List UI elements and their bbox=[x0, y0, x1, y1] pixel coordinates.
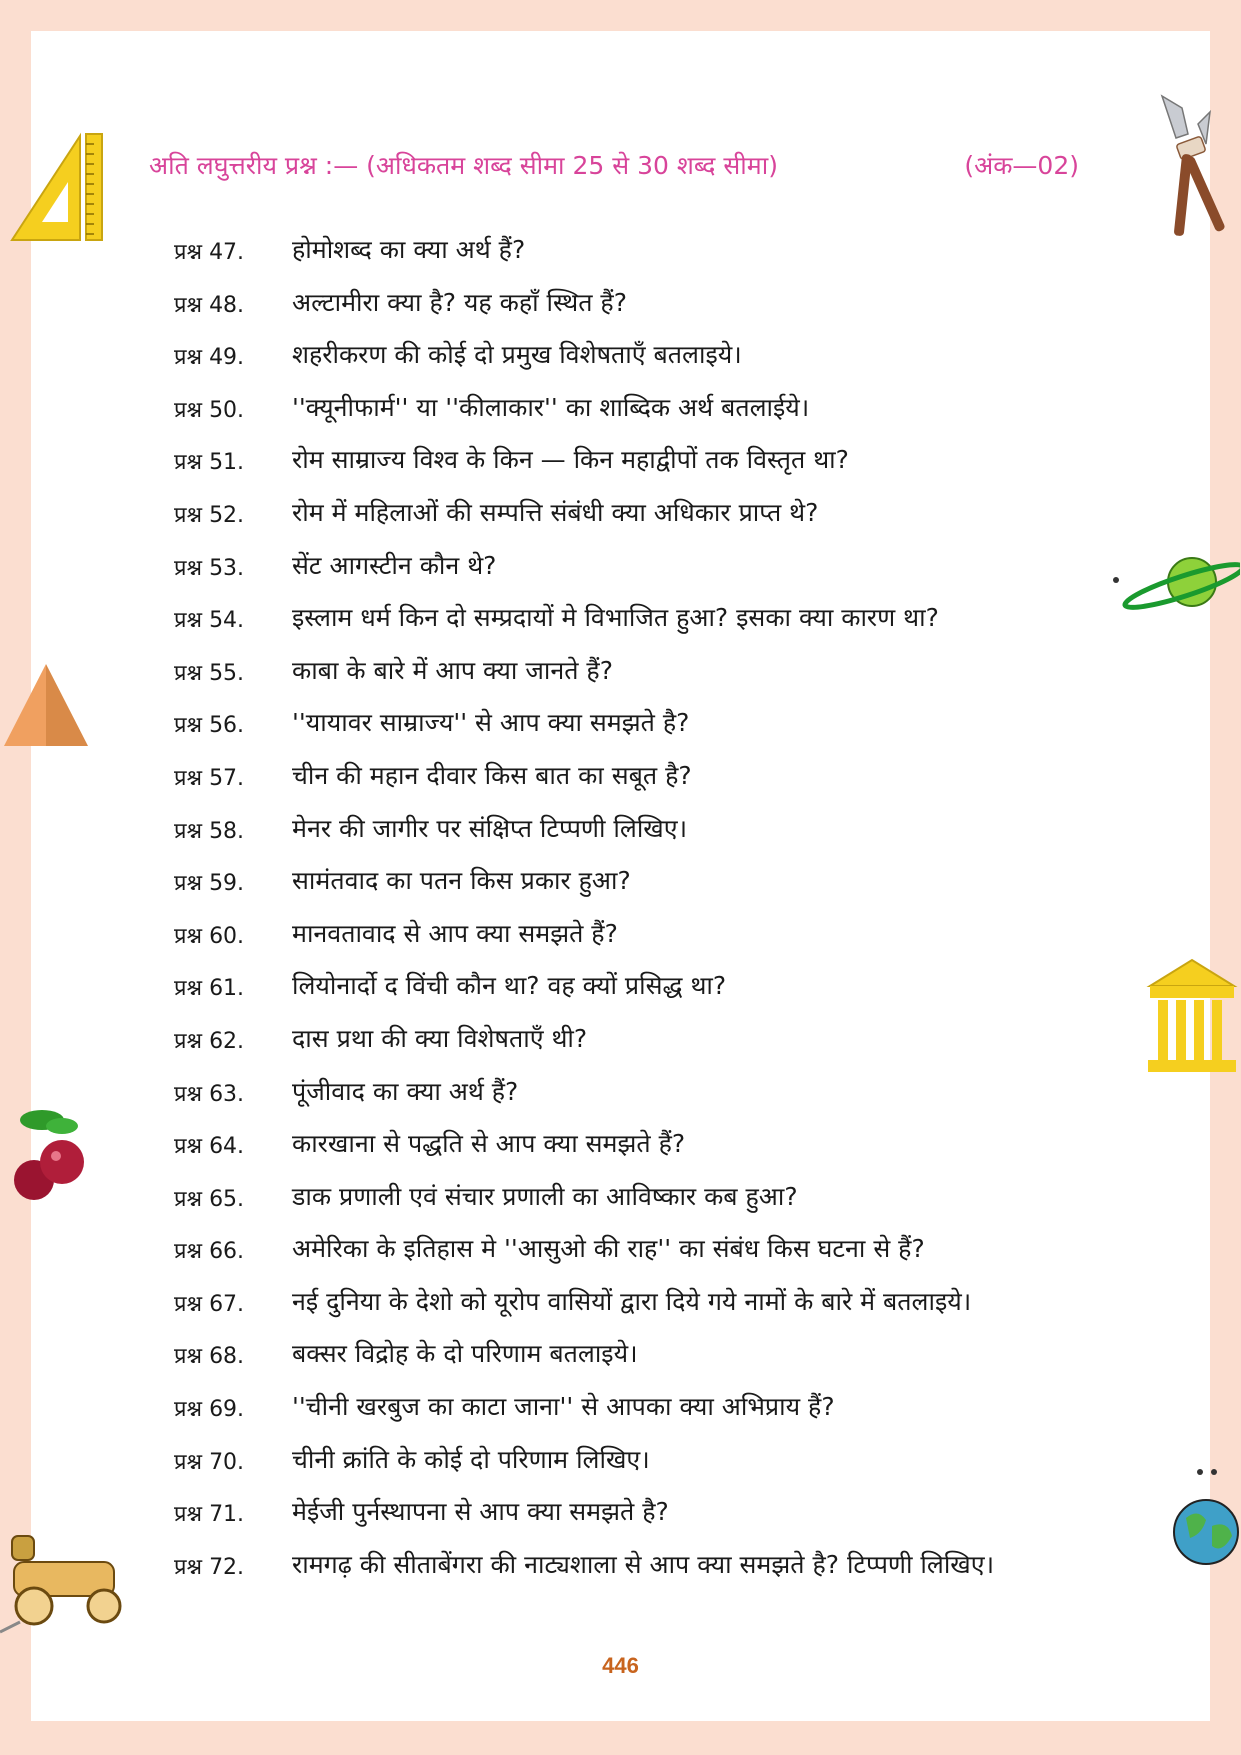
question-text: ''क्यूनीफार्म'' या ''कीलाकार'' का शाब्दिक अर्थ बतलाईये। bbox=[292, 392, 810, 422]
question-item bbox=[174, 705, 1134, 758]
question-text: पूंजीवाद का क्या अर्थ हैं? bbox=[292, 1076, 519, 1106]
question-item bbox=[174, 811, 1134, 864]
question-number: प्रश्न 49. bbox=[174, 345, 245, 371]
question-text: होमोशब्द का क्या अर्थ हैं? bbox=[292, 235, 526, 264]
question-item bbox=[174, 1021, 1134, 1074]
question-number: प्रश्न 67. bbox=[174, 1291, 245, 1317]
question-item bbox=[174, 863, 1134, 916]
vintage-car-icon bbox=[0, 1532, 130, 1642]
question-number: प्रश्न 57. bbox=[174, 765, 245, 791]
question-number: प्रश्न 66. bbox=[174, 1239, 245, 1265]
question-text: अल्टामीरा क्या है? यह कहाँ स्थित हैं? bbox=[292, 287, 627, 317]
question-item bbox=[174, 600, 1134, 653]
question-item bbox=[174, 916, 1134, 969]
question-number: प्रश्न 61. bbox=[174, 976, 245, 1002]
question-item bbox=[174, 495, 1134, 548]
question-text: बक्सर विद्रोह के दो परिणाम बतलाइये। bbox=[292, 1339, 638, 1369]
question-number: प्रश्न 62. bbox=[174, 1028, 245, 1054]
question-text: काबा के बारे में आप क्या जानते हैं? bbox=[292, 655, 613, 685]
question-text: मानवतावाद से आप क्या समझते हैं? bbox=[292, 918, 618, 948]
question-text: नई दुनिया के देशो को यूरोप वासियों द्वारा दिये गये नामों के बारे में बतलाइये। bbox=[292, 1286, 972, 1316]
question-item bbox=[174, 390, 1134, 443]
question-number: प्रश्न 53. bbox=[174, 555, 245, 581]
question-number: प्रश्न 60. bbox=[174, 923, 245, 949]
question-item bbox=[174, 337, 1134, 390]
temple-icon bbox=[1144, 958, 1240, 1074]
question-list bbox=[174, 232, 1134, 1599]
question-text: अमेरिका के इतिहास मे ''आसुओ की राह'' का संबंध किस घटना से हैं? bbox=[292, 1234, 925, 1264]
question-text: रोम में महिलाओं की सम्पत्ति संबंधी क्या अधिकार प्राप्त थे? bbox=[292, 497, 819, 527]
set-square-ruler-icon bbox=[8, 132, 104, 244]
globe-icon bbox=[1172, 1468, 1240, 1574]
question-number: प्रश्न 58. bbox=[174, 818, 245, 844]
section-title: अति लघुत्तरीय प्रश्न :— (अधिकतम शब्द सीमा 25 से 30 शब्द सीमा) bbox=[149, 151, 778, 180]
question-item bbox=[174, 1389, 1134, 1442]
pyramid-icon bbox=[2, 658, 90, 750]
question-text: दास प्रथा की क्या विशेषताएँ थी? bbox=[292, 1023, 588, 1053]
question-item bbox=[174, 1179, 1134, 1232]
page-number: 446 bbox=[602, 1653, 639, 1678]
question-number: प्रश्न 52. bbox=[174, 502, 245, 528]
question-item bbox=[174, 548, 1134, 601]
question-item bbox=[174, 758, 1134, 811]
question-text: मेईजी पुर्नस्थापना से आप क्या समझते है? bbox=[292, 1497, 669, 1527]
question-number: प्रश्न 51. bbox=[174, 450, 245, 476]
question-text: डाक प्रणाली एवं संचार प्रणाली का आविष्कार कब हुआ? bbox=[292, 1181, 798, 1211]
question-text: शहरीकरण की कोई दो प्रमुख विशेषताएँ बतलाइये। bbox=[292, 340, 742, 370]
question-number: प्रश्न 50. bbox=[174, 397, 245, 423]
question-number: प्रश्न 71. bbox=[174, 1502, 245, 1528]
question-text: ''चीनी खरबुज का काटा जाना'' से आपका क्या अभिप्राय हैं? bbox=[292, 1392, 835, 1422]
question-number: प्रश्न 56. bbox=[174, 713, 245, 739]
question-number: प्रश्न 64. bbox=[174, 1134, 245, 1160]
question-text: सेंट आगस्टीन कौन थे? bbox=[292, 550, 497, 580]
question-item bbox=[174, 1336, 1134, 1389]
question-number: प्रश्न 59. bbox=[174, 871, 245, 897]
question-item bbox=[174, 1547, 1134, 1600]
question-number: प्रश्न 48. bbox=[174, 292, 245, 318]
question-number: प्रश्न 55. bbox=[174, 660, 245, 686]
section-header bbox=[149, 148, 1079, 188]
question-item bbox=[174, 232, 1134, 285]
question-text: लियोनार्दो द विंची कौन था? वह क्यों प्रसिद्ध था? bbox=[292, 971, 727, 1001]
question-text: कारखाना से पद्धति से आप क्या समझते हैं? bbox=[292, 1129, 686, 1159]
question-item bbox=[174, 968, 1134, 1021]
question-item bbox=[174, 285, 1134, 338]
question-text: ''यायावर साम्राज्य'' से आप क्या समझते है? bbox=[292, 708, 690, 738]
question-text: मेनर की जागीर पर संक्षिप्त टिप्पणी लिखिए। bbox=[292, 813, 688, 843]
question-text: रामगढ़ की सीताबेंगरा की नाट्यशाला से आप क्या समझते है? टिप्पणी लिखिए। bbox=[292, 1549, 995, 1579]
question-item bbox=[174, 1231, 1134, 1284]
question-item bbox=[174, 1494, 1134, 1547]
question-text: इस्लाम धर्म किन दो सम्प्रदायों मे विभाजित हुआ? इसका क्या कारण था? bbox=[292, 603, 939, 633]
question-number: प्रश्न 63. bbox=[174, 1081, 245, 1107]
question-item bbox=[174, 442, 1134, 495]
marks-label: (अंक—02) bbox=[964, 151, 1079, 180]
question-text: चीनी क्रांति के कोई दो परिणाम लिखिए। bbox=[292, 1444, 650, 1474]
question-number: प्रश्न 54. bbox=[174, 608, 245, 634]
question-text: सामंतवाद का पतन किस प्रकार हुआ? bbox=[292, 866, 631, 896]
question-number: प्रश्न 70. bbox=[174, 1449, 245, 1475]
cherries-icon bbox=[6, 1106, 92, 1210]
question-item bbox=[174, 1442, 1134, 1495]
question-item bbox=[174, 1074, 1134, 1127]
question-text: रोम साम्राज्य विश्व के किन — किन महाद्वीपों तक विस्तृत था? bbox=[292, 445, 849, 475]
pruning-shears-icon bbox=[1158, 94, 1240, 244]
question-item bbox=[174, 1284, 1134, 1337]
question-item bbox=[174, 653, 1134, 706]
question-text: चीन की महान दीवार किस बात का सबूत है? bbox=[292, 760, 692, 790]
question-number: प्रश्न 69. bbox=[174, 1397, 245, 1423]
question-number: प्रश्न 47. bbox=[174, 240, 245, 265]
question-number: प्रश्न 68. bbox=[174, 1344, 245, 1370]
question-item bbox=[174, 1126, 1134, 1179]
question-number: प्रश्न 65. bbox=[174, 1186, 245, 1212]
question-number: प्रश्न 72. bbox=[174, 1554, 245, 1580]
